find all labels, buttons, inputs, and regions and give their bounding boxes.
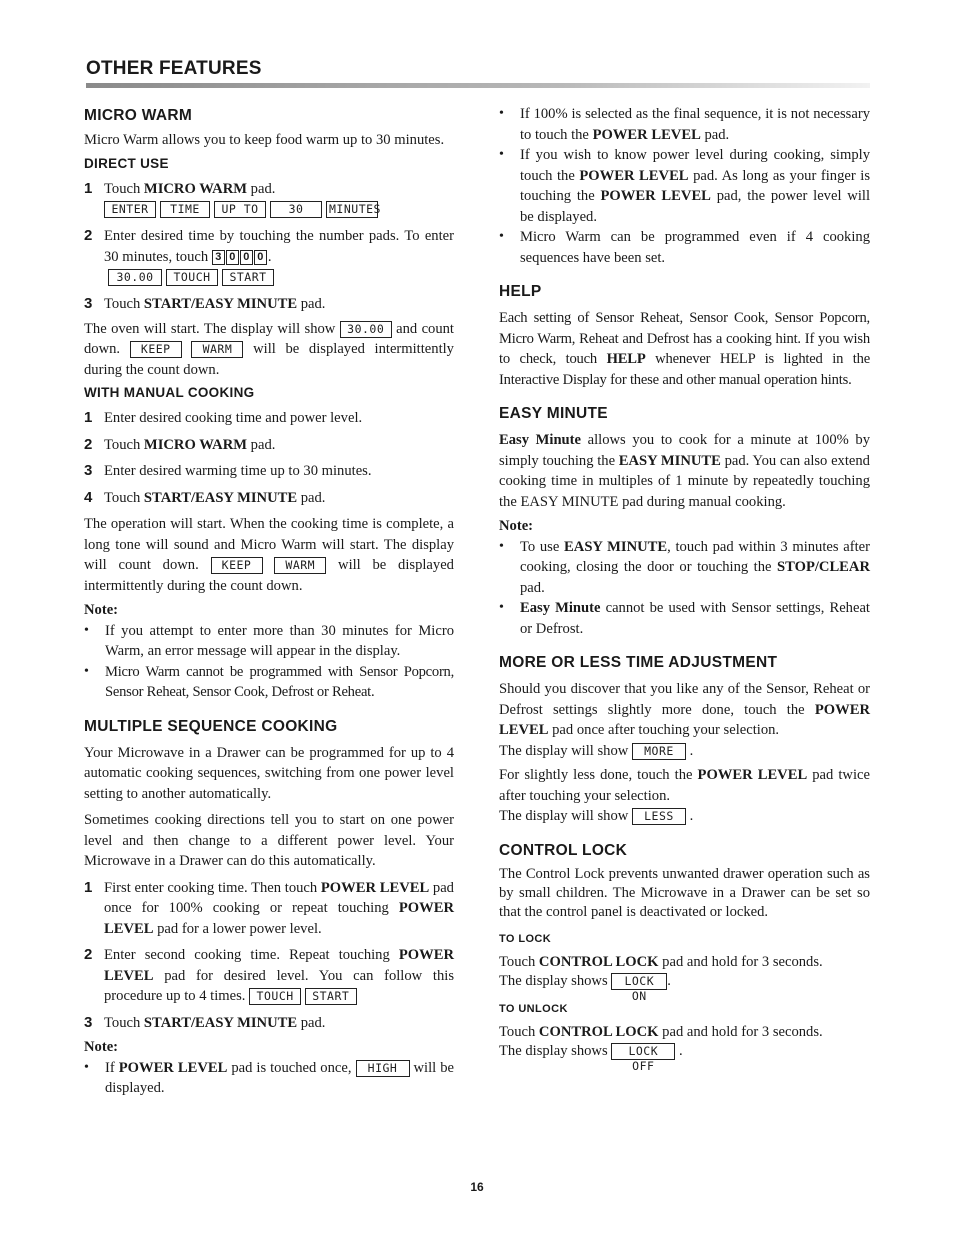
help-text: Each setting of Sensor Reheat, Sensor Cook, Sensor Popcorn, Micro Warm, Reheat and Defrost has a cooking hint. If you wish to check, touch HELP whenever HELP is lighted in the Interactive Display for these and other manual operation hints.: [499, 310, 870, 388]
left-column: [84, 104, 454, 1099]
note-label: Note:: [499, 518, 534, 534]
section-title-control-lock: CONTROL LOCK: [499, 841, 628, 859]
page-header: [86, 56, 870, 88]
note-label: Note:: [84, 1039, 119, 1055]
multiple-p1: Your Microwave in a Drawer can be programmed for up to 4 automatic cooking sequences, switching from one power level setting to another automatically.: [84, 744, 454, 802]
section-title-more-less: MORE OR LESS TIME ADJUSTMENT: [499, 654, 778, 671]
note-label: Note:: [84, 602, 119, 618]
direct-step-2: 2 Enter desired time by touching the number pads. To enter 30 minutes, touch 3 0 0 0 .: [84, 227, 454, 265]
note-item: • If POWER LEVEL pad is touched once, HIGH will be displayed.: [84, 1059, 454, 1096]
display-readout: LOCK OFF: [611, 1043, 675, 1060]
display-readout: LESS: [632, 808, 686, 825]
display-readout: HIGH: [356, 1060, 410, 1077]
section-title-micro-warm: MICRO WARM: [84, 107, 193, 124]
more-less-p1: Should you discover that you like any of the Sensor, Reheat or Defrost settings slightly more done, touch the POWER LEVEL pad once after touching your selection.: [499, 681, 870, 738]
direct-step-3: 3 Touch START/EASY MINUTE pad.: [84, 295, 326, 312]
note-item: • If you attempt to enter more than 30 minutes for Micro Warm, an error message will appear in the display.: [84, 622, 454, 659]
note-item: • Easy Minute cannot be used with Sensor settings, Reheat or Defrost.: [499, 600, 870, 637]
manual-step-1: 1 Enter desired cooking time and power level.: [84, 409, 363, 426]
display-readout: KEEP: [211, 557, 263, 574]
display-readout: MORE: [632, 743, 686, 760]
number-key: 0: [240, 250, 253, 265]
lock-display-line: The display shows LOCK ON.: [499, 973, 671, 1004]
display-sequence-2: [108, 269, 454, 286]
easy-minute-text: Easy Minute allows you to cook for a minute at 100% by simply touching the EASY MINUTE pad. You can also extend cooking time in multiples of 1 minute by repeatedly touching the EASY MINUTE pad during manual cooking.: [499, 432, 870, 510]
direct-use-after: The oven will start. The display will show 30.00 and count down. KEEP WARM will be displayed intermittently during the count down.: [84, 320, 454, 378]
note-item: • To use EASY MINUTE, touch pad within 3 minutes after cooking, closing the door or touching the STOP/CLEAR pad.: [499, 538, 870, 596]
subsection-title-to-lock: TO LOCK: [499, 932, 552, 945]
note-item: • If you wish to know power level during cooking, simply touch the POWER LEVEL pad. As long as your finger is touching the POWER LEVEL pad, the power level will be displayed.: [499, 147, 870, 225]
number-key: 0: [254, 250, 267, 265]
section-title-easy-minute: EASY MINUTE: [499, 405, 608, 422]
manual-step-3: 3 Enter desired warming time up to 30 minutes.: [84, 462, 372, 479]
multiple-step-1: 1 First enter cooking time. Then touch POWER LEVEL pad once for 100% cooking or repeat touching POWER LEVEL pad for a lower power level.: [84, 878, 454, 937]
multiple-step-3: 3 Touch START/EASY MINUTE pad.: [84, 1013, 326, 1031]
to-unlock-text: Touch CONTROL LOCK pad and hold for 3 seconds.: [499, 1023, 823, 1040]
manual-after: The operation will start. When the cooking time is complete, a long tone will sound and Micro Warm will start. The display will count down. KEEP WARM will be displayed intermittently during the count down.: [84, 516, 454, 594]
more-display-line: The display will show MORE .: [499, 742, 694, 759]
right-column: [499, 104, 870, 1074]
page-number: 16: [470, 1180, 484, 1194]
number-key: 3: [212, 250, 225, 265]
section-title-multiple-sequence: MULTIPLE SEQUENCE COOKING: [84, 717, 338, 735]
display-readout: KEEP: [130, 341, 182, 358]
control-lock-text: The Control Lock prevents unwanted drawer operation such as by small children. The Microwave in a Drawer can be set so that the control panel is deactivated or locked.: [499, 865, 870, 920]
page-title: OTHER FEATURES: [86, 58, 262, 79]
display-readout: LOCK ON: [611, 973, 667, 990]
multiple-step-2: 2 Enter second cooking time. Repeat touching POWER LEVEL pad for desired level. You can follow this procedure up to 4 times. TOUCH START: [84, 946, 454, 1004]
note-item: • Micro Warm cannot be programmed with Sensor Popcorn, Sensor Reheat, Sensor Cook, Defrost or Reheat.: [84, 663, 454, 700]
less-display-line: The display will show LESS .: [499, 808, 694, 824]
unlock-display-line: The display shows LOCK OFF .: [499, 1043, 683, 1074]
section-title-help: HELP: [499, 283, 542, 300]
to-lock-text: Touch CONTROL LOCK pad and hold for 3 seconds.: [499, 953, 823, 970]
header-rule: [86, 83, 870, 88]
display-readout: 30.00: [108, 269, 162, 286]
manual-step-4: 4 Touch START/EASY MINUTE pad.: [84, 488, 326, 506]
display-readout: WARM: [191, 341, 243, 358]
display-readout: WARM: [274, 557, 326, 574]
note-item: • Micro Warm can be programmed even if 4 cooking sequences have been set.: [499, 229, 870, 266]
subsection-title-manual: WITH MANUAL COOKING: [84, 385, 255, 400]
display-readout: TIME: [160, 201, 210, 218]
micro-warm-intro: Micro Warm allows you to keep food warm up to 30 minutes.: [84, 132, 445, 148]
display-readout: START: [222, 269, 274, 286]
direct-step-1: 1 Touch MICRO WARM pad.: [84, 179, 276, 197]
more-less-p2: For slightly less done, touch the POWER LEVEL pad twice after touching your selection.: [499, 767, 870, 804]
manual-step-2: 2 Touch MICRO WARM pad.: [84, 435, 276, 453]
subsection-title-direct-use: DIRECT USE: [84, 155, 169, 171]
display-readout: START: [305, 988, 357, 1005]
display-readout: 30.00: [340, 321, 392, 338]
display-readout: ENTER: [104, 201, 156, 218]
display-sequence-1: [104, 201, 454, 218]
display-readout: TOUCH: [166, 269, 218, 286]
subsection-title-to-unlock: TO UNLOCK: [499, 1002, 568, 1015]
note-item: • If 100% is selected as the final sequence, it is not necessary to touch the POWER LEVEL pad.: [499, 106, 870, 143]
number-key: 0: [226, 250, 239, 265]
display-readout: TOUCH: [249, 988, 301, 1005]
multiple-p2: Sometimes cooking directions tell you to start on one power level and then change to a different power level. Your Microwave in a Drawer can do this automatically.: [84, 812, 454, 869]
display-readout: 30: [270, 201, 322, 218]
display-readout: UP TO: [214, 201, 266, 218]
display-readout: MINUTES: [326, 201, 378, 218]
